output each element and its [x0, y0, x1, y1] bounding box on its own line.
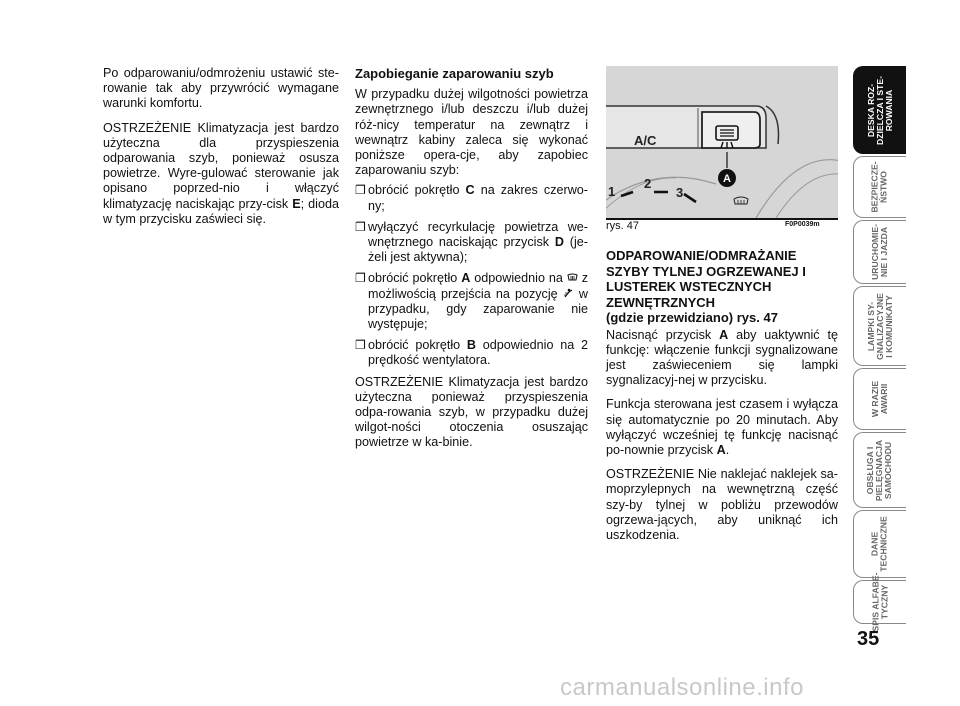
ac-label: A/C: [634, 133, 657, 148]
heading-line: SZYBY TYLNEJ OGRZEWANEJ I: [606, 263, 806, 279]
tab-label: DESKA ROZ- DZIELCZA I STE- ROWANIA: [865, 75, 894, 145]
warning-paragraph: OSTRZEŻENIE Nie naklejać naklejek sa-moprzylepnych na wewnętrzną część szy-by tylnej w pobliżu przewodów ogrzewa-jących, aby uniknąć ich uszkodzenia.: [606, 467, 838, 542]
tab-obsluga[interactable]: [853, 432, 906, 508]
figure-caption: rys. 47: [606, 220, 640, 232]
paragraph: Nacisnąć przycisk A aby uaktywnić tę funkcję: włączenie funkcji sygnalizowane jest zaświeceniem się lampki sygnalizacyj-nej w przycisku.: [606, 327, 838, 388]
key-letter: E: [292, 196, 301, 211]
watermark: carmanualsonline.info: [560, 674, 804, 701]
figure-climate-panel: [606, 66, 838, 220]
paragraph: Funkcja sterowana jest czasem i wyłącza się automatycznie po 20 minutach. Aby wyłączyć wcześniej tę funkcję nacisnąć po-nownie przycisk A.: [606, 397, 838, 457]
heading-line: ODPAROWANIE/ODMRAŻANIE: [606, 248, 797, 263]
paragraph-after-defrost: Po odparowaniu/odmrożeniu ustawić ste-rowanie tak aby przywrócić wymagane warunki komfortu.: [103, 66, 339, 111]
section-heading: Zapobieganie zaparowaniu szyb: [355, 66, 554, 81]
defrost-footwell-icon: [563, 288, 574, 299]
speed-2-label: 2: [644, 176, 652, 191]
page-number: 35: [857, 628, 880, 650]
tab-label: BEZPIECZE- ŃSTWO: [870, 161, 889, 213]
warning-paragraph: OSTRZEŻENIE Klimatyzacja jest bardzo użyteczna ponieważ przyspieszenia odpa-rowania szyb, w przypadku dużej wilgot-ności otoczenia osuszając powietrze w ka-binie.: [355, 374, 588, 450]
tab-dane-techniczne[interactable]: [853, 510, 906, 578]
tab-label: DANE TECHNICZNE: [870, 516, 890, 572]
text: OSTRZEŻENIE Klimatyzacja jest bardzo użyteczna dla przyspieszenia odparowania szyb, ponieważ osusza powietrze. Wyre-gulować sterowanie jak opisano poprzed-nio i włączyć klimatyzację naciskając przy-cisk: [103, 120, 339, 211]
checkbox-bullet-icon: ❒: [355, 219, 366, 234]
tab-label: URUCHOMIE- NIE I JAZDA: [870, 224, 890, 280]
bullet-item: [355, 271, 588, 332]
tab-spis-alfabetyczny[interactable]: [853, 572, 906, 632]
bullet-item: [355, 338, 588, 368]
bullet-item: [355, 183, 588, 213]
warning-ac-e: [103, 121, 339, 227]
tab-deska-rozdzielcza[interactable]: [853, 66, 906, 154]
tab-label: W RAZIE AWARII: [870, 380, 889, 418]
speed-3-label: 3: [676, 185, 684, 200]
column-middle: [355, 66, 588, 460]
bullet-text: obrócić pokrętło C na zakres czerwo-ny;: [368, 183, 589, 213]
tab-uruchomienie[interactable]: [853, 220, 906, 284]
section-heading: [606, 248, 838, 326]
tab-label: LAMPKI SY- GNALIZACYJNE I KOMUNIKATY: [865, 292, 894, 360]
intro-paragraph: W przypadku dużej wilgotności powietrza zewnętrznego i/lub deszczu i/lub dużej róż-nicy temperatur na zewnątrz i wewnątrz kabiny zaleca się wykonać poniższe opera-cje, aby zapobiec zaparowaniu szyb:: [355, 87, 588, 178]
tab-lampki[interactable]: [853, 286, 906, 366]
column-right: [606, 248, 838, 552]
callout-label: A: [723, 173, 731, 185]
checkbox-bullet-icon: ❒: [355, 271, 366, 286]
bullet-item: [355, 220, 588, 266]
tab-w-razie-awarii[interactable]: [853, 368, 906, 430]
heading-line: ZEWNĘTRZNYCH: [606, 294, 716, 310]
tab-bezpieczenstwo[interactable]: [853, 156, 906, 218]
bullet-text: obrócić pokrętło B odpowiednio na 2 prędkość wentylatora.: [368, 338, 588, 368]
windshield-defrost-icon: [567, 273, 578, 283]
speed-1-label: 1: [608, 184, 616, 199]
tab-label: SPIS ALFABE- TYCZNY: [870, 572, 890, 632]
tab-label: OBSŁUGA I PIELĘGNACJA SAMOCHODU: [865, 439, 894, 501]
column-left: [103, 66, 339, 236]
heading-line: (gdzie przewidziano) rys. 47: [606, 310, 778, 325]
figure-code: F0P0039m: [785, 221, 820, 228]
climate-panel-illustration: [606, 66, 838, 218]
checkbox-bullet-icon: ❒: [355, 338, 366, 353]
bullet-text: obrócić pokrętło A odpowiednio na z możliwością przejścia na pozycję w przypadku, gdy zaparowanie nie występuje;: [368, 271, 589, 332]
text: ; dioda w tym przycisku zaświeci się.: [103, 196, 339, 226]
bullet-text: wyłączyć recyrkulację powietrza we-wnętrznego naciskając przycisk D (je-żeli jest aktywna);: [368, 219, 588, 265]
heading-line: LUSTEREK WSTECZNYCH: [606, 279, 772, 294]
checkbox-bullet-icon: ❒: [355, 183, 366, 198]
